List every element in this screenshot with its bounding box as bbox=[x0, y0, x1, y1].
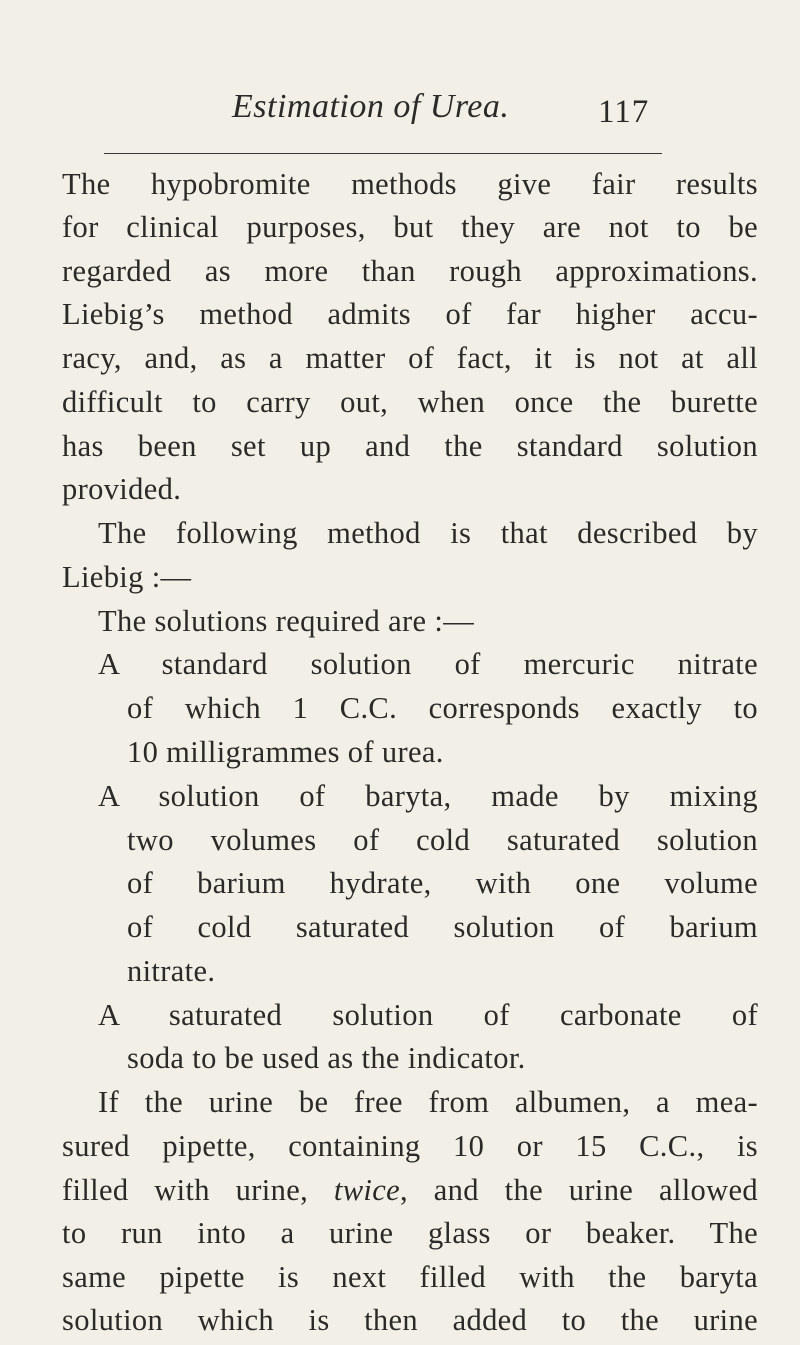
page-number: 117 bbox=[598, 94, 650, 130]
text-line: regarded as more than rough approximations. bbox=[62, 254, 758, 288]
list-item-line: A standard solution of mercuric nitrate bbox=[98, 647, 758, 681]
text-line: Liebig’s method admits of far higher accu- bbox=[62, 297, 758, 331]
text-line: has been set up and the standard solution bbox=[62, 429, 758, 463]
text-line: filled with urine, twice, and the urine allowed bbox=[62, 1173, 758, 1207]
list-item-line: soda to be used as the indicator. bbox=[127, 1041, 526, 1075]
text-line: for clinical purposes, but they are not to be bbox=[62, 210, 758, 244]
list-item-line: of barium hydrate, with one volume bbox=[127, 866, 758, 900]
text-line: solution which is then added to the urine bbox=[62, 1303, 758, 1337]
list-item-line: two volumes of cold saturated solution bbox=[127, 823, 758, 857]
list-item-line: of which 1 C.C. corresponds exactly to bbox=[127, 691, 758, 725]
text-line: difficult to carry out, when once the burette bbox=[62, 385, 758, 419]
list-item-line: A saturated solution of carbonate of bbox=[98, 998, 758, 1032]
text-line: racy, and, as a matter of fact, it is not at all bbox=[62, 341, 758, 375]
list-item-line: of cold saturated solution of barium bbox=[127, 910, 758, 944]
text-line: Liebig :— bbox=[62, 560, 192, 594]
list-item-line: 10 milligrammes of urea. bbox=[127, 735, 444, 769]
text-line: The solutions required are :— bbox=[98, 604, 475, 638]
running-head-title: Estimation of Urea. bbox=[232, 88, 510, 125]
text-line: provided. bbox=[62, 472, 182, 506]
text-line: sured pipette, containing 10 or 15 C.C., is bbox=[62, 1129, 758, 1163]
text-line: The hypobromite methods give fair results bbox=[62, 167, 758, 201]
header-rule bbox=[104, 153, 662, 154]
text-line: The following method is that described by bbox=[98, 516, 758, 550]
list-item-line: nitrate. bbox=[127, 954, 216, 988]
emphasis-word: twice bbox=[333, 1173, 400, 1207]
text-line: same pipette is next filled with the baryta bbox=[62, 1260, 758, 1294]
text-line: to run into a urine glass or beaker. The bbox=[62, 1216, 758, 1250]
text-line: If the urine be free from albumen, a mea- bbox=[98, 1085, 758, 1119]
list-item-line: A solution of baryta, made by mixing bbox=[98, 779, 758, 813]
